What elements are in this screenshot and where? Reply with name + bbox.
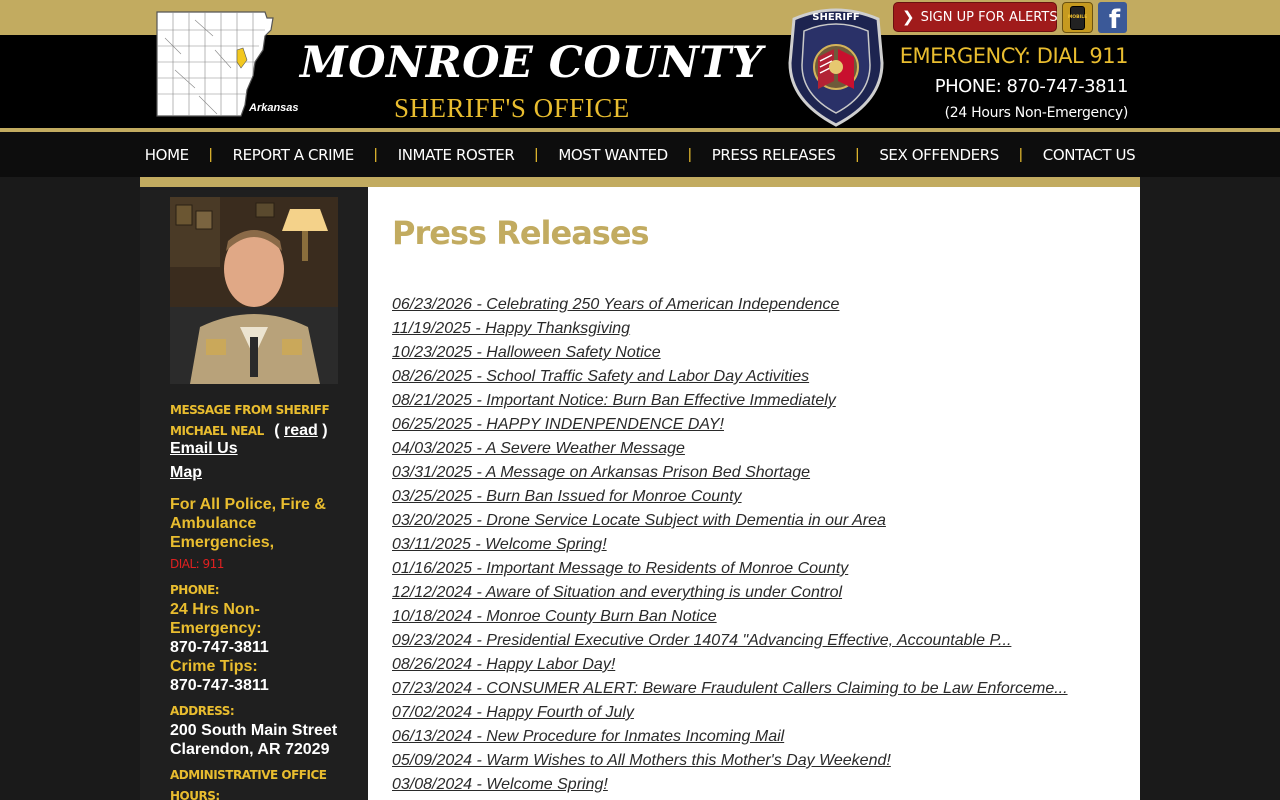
- nav-separator: |: [687, 146, 692, 163]
- list-item: [392, 557, 1132, 581]
- list-item: [392, 773, 1132, 797]
- press-release-link[interactable]: 08/26/2025 - School Traffic Safety and Labor Day Activities: [392, 368, 810, 385]
- nav-separator: |: [855, 146, 860, 163]
- mobile-icon-text: MOBILE: [1067, 15, 1088, 20]
- list-item: [392, 461, 1132, 485]
- crime-tips-number: 870-747-3811: [170, 677, 269, 694]
- list-item: [392, 509, 1132, 533]
- list-item: [392, 293, 1132, 317]
- list-item: [392, 413, 1132, 437]
- list-item: [392, 317, 1132, 341]
- press-release-link[interactable]: 03/20/2025 - Drone Service Locate Subject with Dementia in our Area: [392, 512, 886, 529]
- non-emergency-number: 870-747-3811: [170, 639, 269, 656]
- press-release-link[interactable]: 03/08/2024 - Welcome Spring!: [392, 776, 608, 793]
- press-release-link[interactable]: 03/31/2025 - A Message on Arkansas Prison Bed Shortage: [392, 464, 811, 481]
- press-release-link[interactable]: 06/25/2025 - HAPPY INDENPENDENCE DAY!: [392, 416, 724, 433]
- read-paren-open: (: [274, 422, 280, 439]
- list-item: [392, 629, 1132, 653]
- address-line2: Clarendon, AR 72029: [170, 741, 330, 758]
- emergencies-text: For All Police, Fire & Ambulance Emergencies,: [170, 496, 326, 551]
- nav-separator: |: [208, 146, 213, 163]
- list-item: [392, 341, 1132, 365]
- crime-tips-label: Crime Tips:: [170, 658, 258, 675]
- sheriff-message-block: [170, 400, 350, 442]
- press-release-link[interactable]: 09/23/2024 - Presidential Executive Order 14074 "Advancing Effective, Accountable P...: [392, 632, 1012, 649]
- list-item: [392, 533, 1132, 557]
- facebook-icon[interactable]: f: [1098, 2, 1127, 33]
- main-nav: [0, 132, 1280, 177]
- list-item: [392, 365, 1132, 389]
- dial-911-text: DIAL: 911: [170, 557, 224, 571]
- mobile-phone-icon: [1067, 6, 1088, 30]
- sign-up-alerts-label: SIGN UP FOR ALERTS: [920, 9, 1058, 25]
- nav-separator: |: [534, 146, 539, 163]
- phone-heading: PHONE:: [170, 583, 220, 597]
- nav-separator: |: [373, 146, 378, 163]
- non-emergency-label: 24 Hrs Non-Emergency:: [170, 601, 262, 637]
- press-release-link[interactable]: 04/03/2025 - A Severe Weather Message: [392, 440, 685, 457]
- nav-report-a-crime[interactable]: REPORT A CRIME: [232, 145, 354, 164]
- press-release-link[interactable]: 06/23/2026 - Celebrating 250 Years of American Independence: [392, 296, 840, 313]
- header-hours-note: (24 Hours Non-Emergency): [944, 105, 1128, 121]
- list-item: [392, 389, 1132, 413]
- list-item: [392, 437, 1132, 461]
- press-release-link[interactable]: 08/26/2024 - Happy Labor Day!: [392, 656, 616, 673]
- nav-sex-offenders[interactable]: SEX OFFENDERS: [879, 145, 999, 164]
- press-release-link[interactable]: 07/02/2024 - Happy Fourth of July: [392, 704, 634, 721]
- site-subtitle[interactable]: SHERIFF'S OFFICE: [394, 93, 630, 123]
- chevron-right-icon: ❯: [902, 8, 915, 26]
- header-phone: PHONE: 870-747-3811: [934, 76, 1128, 97]
- admin-hours-heading: ADMINISTRATIVE OFFICE: [170, 768, 327, 782]
- press-release-link[interactable]: 07/23/2024 - CONSUMER ALERT: Beware Fraudulent Callers Claiming to be Law Enforceme...: [392, 680, 1068, 697]
- press-release-link[interactable]: 06/13/2024 - New Procedure for Inmates Incoming Mail: [392, 728, 785, 745]
- press-release-list: [392, 293, 1132, 797]
- press-release-link[interactable]: 12/12/2024 - Aware of Situation and everything is under Control: [392, 584, 843, 601]
- nav-most-wanted[interactable]: MOST WANTED: [558, 145, 668, 164]
- address-line1: 200 South Main Street: [170, 722, 338, 739]
- email-us-link[interactable]: Email Us: [170, 440, 238, 457]
- sheriff-message-heading: MESSAGE FROM SHERIFF: [170, 403, 330, 417]
- nav-press-releases[interactable]: PRESS RELEASES: [711, 145, 836, 164]
- press-release-link[interactable]: 03/11/2025 - Welcome Spring!: [392, 536, 607, 553]
- map-link[interactable]: Map: [170, 464, 202, 481]
- press-release-link[interactable]: 05/09/2024 - Warm Wishes to All Mothers this Mother's Day Weekend!: [392, 752, 891, 769]
- admin-hours-heading-2: HOURS:: [170, 789, 220, 800]
- list-item: [392, 749, 1132, 773]
- sheriff-message-name-row: [170, 421, 350, 442]
- nav-separator: |: [1018, 146, 1023, 163]
- site-title[interactable]: MONROE COUNTY: [300, 38, 763, 88]
- nav-contact-us[interactable]: CONTACT US: [1042, 145, 1136, 164]
- press-release-link[interactable]: 03/25/2025 - Burn Ban Issued for Monroe County: [392, 488, 742, 505]
- nav-inmate-roster[interactable]: INMATE ROSTER: [397, 145, 515, 164]
- map-label: Arkansas: [249, 102, 299, 114]
- list-item: [392, 581, 1132, 605]
- sheriff-photo: [170, 197, 338, 384]
- list-item: [392, 725, 1132, 749]
- nav-home[interactable]: HOME: [144, 145, 189, 164]
- emergency-dial: EMERGENCY: DIAL 911: [899, 44, 1128, 68]
- press-release-link[interactable]: 10/18/2024 - Monroe County Burn Ban Notice: [392, 608, 717, 625]
- list-item: [392, 701, 1132, 725]
- sheriff-name: MICHAEL NEAL: [170, 424, 264, 438]
- press-release-link[interactable]: 08/21/2025 - Important Notice: Burn Ban Effective Immediately: [392, 392, 836, 409]
- content-gold-band: [140, 177, 1140, 187]
- sign-up-alerts-button[interactable]: [893, 2, 1057, 32]
- list-item: [392, 485, 1132, 509]
- address-heading: ADDRESS:: [170, 704, 235, 718]
- sheriff-badge-icon[interactable]: [786, 5, 886, 127]
- press-release-link[interactable]: 10/23/2025 - Halloween Safety Notice: [392, 344, 661, 361]
- read-paren-close: ): [322, 422, 328, 439]
- press-release-link[interactable]: 01/16/2025 - Important Message to Residents of Monroe County: [392, 560, 849, 577]
- press-release-link[interactable]: 11/19/2025 - Happy Thanksgiving: [392, 320, 631, 337]
- page-title: Press Releases: [392, 214, 649, 252]
- read-message-link[interactable]: read: [283, 422, 318, 439]
- badge-top-text: SHERIFF: [812, 12, 860, 23]
- list-item: [392, 653, 1132, 677]
- list-item: [392, 605, 1132, 629]
- list-item: [392, 677, 1132, 701]
- mobile-app-icon[interactable]: [1062, 2, 1093, 33]
